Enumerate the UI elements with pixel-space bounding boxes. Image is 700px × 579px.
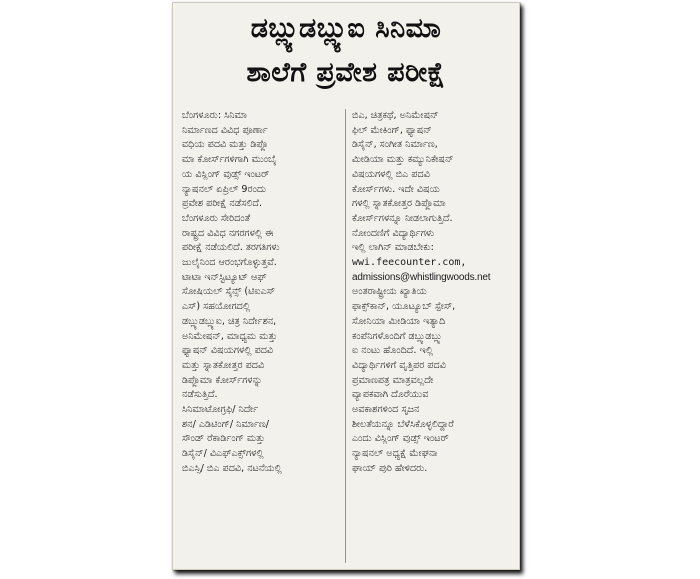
text-line: ಡಿಸೈನ್/ ವಿಎಫ್‌ಎಕ್ಸ್‌ಗಳಲ್ಲಿ [182,448,264,460]
text-line: ಫಾಕ್ಸ್‌ಕಾನ್, ಯೂಟ್ಯೂಬ್ ಸ್ಪೇಸ್, [352,301,456,313]
text-line: ಡಿಸೈನ್, ಸಂಗೀತ ನಿರ್ಮಾಣ, [352,139,438,151]
text-line: ಮತ್ತು ಸ್ನಾತಕೋತ್ತರ ಪದವಿ [182,359,265,371]
text-line: ಸೋಷಿಯಲ್ ಸೈನ್ಸ್ (ಟಿಐಎಸ್ [182,286,276,298]
text-line: wwi.feecounter.com, [352,257,467,269]
text-line: ನಿರ್ಮಾಣದ ವಿವಿಧ ಪೂರ್ಣಾ [182,124,268,136]
text-line: ಟಾಟಾ ಇನ್‌ಸ್ಟಿಟ್ಯೂಟ್ ಆಫ್ [182,271,267,283]
text-line: ಅವಕಾಶಗಳಿಂದ ಸೃಜನ [352,404,420,416]
text-line: ಕೋರ್ಸ್‌ಗಳು. ಇದೇ ವಿಷಯ [352,183,440,195]
text-line: ಬಿಎಸ್ಸಿ/ ಬಿಎ ಪದವಿ, ನಟನೆಯಲ್ಲಿ [182,462,282,474]
text-line: ಮಾ ಕೋರ್ಸ್‌ಗಳಿಗಾಗಿ ಮುಂಬೈ [182,154,277,166]
text-line: ಯ ವಿಸ್ಲಿಂಗ್ ವುಡ್ಸ್ ಇಂಟರ್ [182,168,270,180]
text-line: ಘಾಯ್ ಪುರಿ ಹೇಳಿದರು. [352,462,428,474]
right-column [346,109,513,563]
newspaper-clipping [172,2,520,570]
text-line: ವ್ಯಾಪಕವಾಗಿ ದೊರೆಯುವ [352,389,429,401]
article-body [179,109,513,563]
text-line: ಪ್ರಮಾಣಪತ್ರ ಮಾತ್ರವಲ್ಲದೇ [352,374,434,386]
text-line: ಸೌಂಡ್ ರೆಕಾರ್ಡಿಂಗ್ ಮತ್ತು [182,433,266,445]
text-line: ಅಂತರಾಷ್ಟ್ರೀಯ ಖ್ಯಾತಿಯ [352,286,427,298]
text-line: ಸೋನಿಯಾ ಮೀಡಿಯಾ ಇತ್ಯಾದಿ [352,315,446,327]
text-line: ಐ ನಂಟು ಹೊಂದಿದೆ. ಇಲ್ಲಿ [352,345,433,357]
text-line: ಬೆಂಗಳೂರು ಸೇರಿದಂತೆ [182,212,251,224]
text-line: ಪ್ರವೇಶ ಪರೀಕ್ಷೆ ನಡೆಸಲಿದೆ. [182,198,263,210]
text-line: ಎಂದು ವಿಸ್ಲಿಂಗ್ ವುಡ್ಸ್ ಇಂಟರ್ [352,433,449,445]
text-line: ರಾಷ್ಟ್ರದ ವಿವಿಧ ನಗರಗಳಲ್ಲಿ ಈ [182,227,274,239]
headline-line: ಡಬ್ಲ್ಯುಡಬ್ಲ್ಯುಐ ಸಿನಿಮಾ [250,13,442,44]
text-line: ಫ್ಯಾಷನ್ ವಿಷಯಗಳಲ್ಲಿ ಪದವಿ [182,345,274,357]
text-line: ವಧಿಯ ಪದವಿ ಮತ್ತು ಡಿಪ್ಲೊ [182,139,269,151]
text-line: ನ್ಯಾಷನಲ್ ಅಧ್ಯಕ್ಷೆ ಮೇಘನಾ [352,448,438,460]
text-line: ಇಲ್ಲಿ ಲಾಗಿನ್ ಮಾಡಬೇಕು: [352,242,434,254]
text-line: ಪರೀಕ್ಷೆ ನಡೆಯಲಿದೆ. ತರಗತಿಗಳು [182,242,280,254]
text-line: ವಿದ್ಯಾರ್ಥಿಗಳಿಗೆ ವೃತ್ತಿಪರ ಪದವಿ [352,359,446,371]
text-line: ಫಿಲ್ ಮೇಕಿಂಗ್, ಫ್ಯಾಷನ್ [352,124,432,136]
text-line: ಸಿನಿಮಾಟೋಗ್ರಫಿ/ ನಿರ್ದೇ [182,404,259,416]
left-column [179,109,346,563]
text-line: ವಿಷಯಗಳಲ್ಲಿ ಬಿಎ ಪದವಿ [352,168,430,180]
text-line: ಬೆಂಗಳೂರು: ಸಿನಿಮಾ [182,110,248,121]
text-line: ಬಿಎ, ಚಿತ್ರಕಥೆ, ಅನಿಮೇಷನ್ [352,110,439,121]
text-line: ಶೀಲತೆಯನ್ನೂ ಬೆಳೆಸಿಕೊಳ್ಳಲಿದ್ದಾರೆ [352,418,454,430]
text-line: ನಡೆಸುತ್ತಿದೆ. [182,389,218,401]
text-line: ನ್ಯಾಷನಲ್ ಏಪ್ರಿಲ್ 9ರಂದು [182,183,267,195]
headline-line: ಶಾಲೆಗೆ ಪ್ರವೇಶ ಪರೀಕ್ಷೆ [246,57,446,88]
text-line: ಅನಿಮೇಷನ್, ಮಾಧ್ಯಮ ಮತ್ತು [182,330,278,342]
text-line: admissions@whistlingwoods.net [352,271,491,283]
text-line: ಕೋರ್ಸ್‌ಗಳನ್ನೂ ನೀಡಲಾಗುತ್ತಿದೆ. [352,212,453,224]
text-line: ಡಬ್ಲ್ಯುಡಬ್ಲ್ಯುಐ, ಚಿತ್ರ ನಿರ್ದೇಶನ, [182,315,277,327]
headline [173,7,519,95]
text-line: ಜುಲೈನಿಂದ ಆರಂಭಗೊಳ್ಳುತ್ತವೆ. [182,257,277,269]
text-line: ಶನ/ ಎಡಿಟಿಂಗ್/ ನಿರ್ಮಾಣ/ [182,418,270,430]
text-line: ಕಂಪೆನಿಗಳೊಂದಿಗೆ ಡಬ್ಲ್ಯುಡಬ್ಲ್ಯು [352,330,444,342]
text-line: ಎಸ್) ಸಹಯೋಗದಲ್ಲಿ [182,301,251,313]
text-line: ಮೀಡಿಯಾ ಮತ್ತು ಕಮ್ಯುನಿಕೇಷನ್ [352,154,454,166]
text-line: ಗಳಲ್ಲಿ ಸ್ನಾತಕೋತ್ತರ ಡಿಪ್ಲೊಮಾ [352,198,446,210]
text-line: ನೋಂದಣಿಗೆ ವಿದ್ಯಾರ್ಥಿಗಳು [352,227,435,239]
text-line: ಡಿಪ್ಲೊಮಾ ಕೋರ್ಸ್‌ಗಳನ್ನು [182,374,263,386]
